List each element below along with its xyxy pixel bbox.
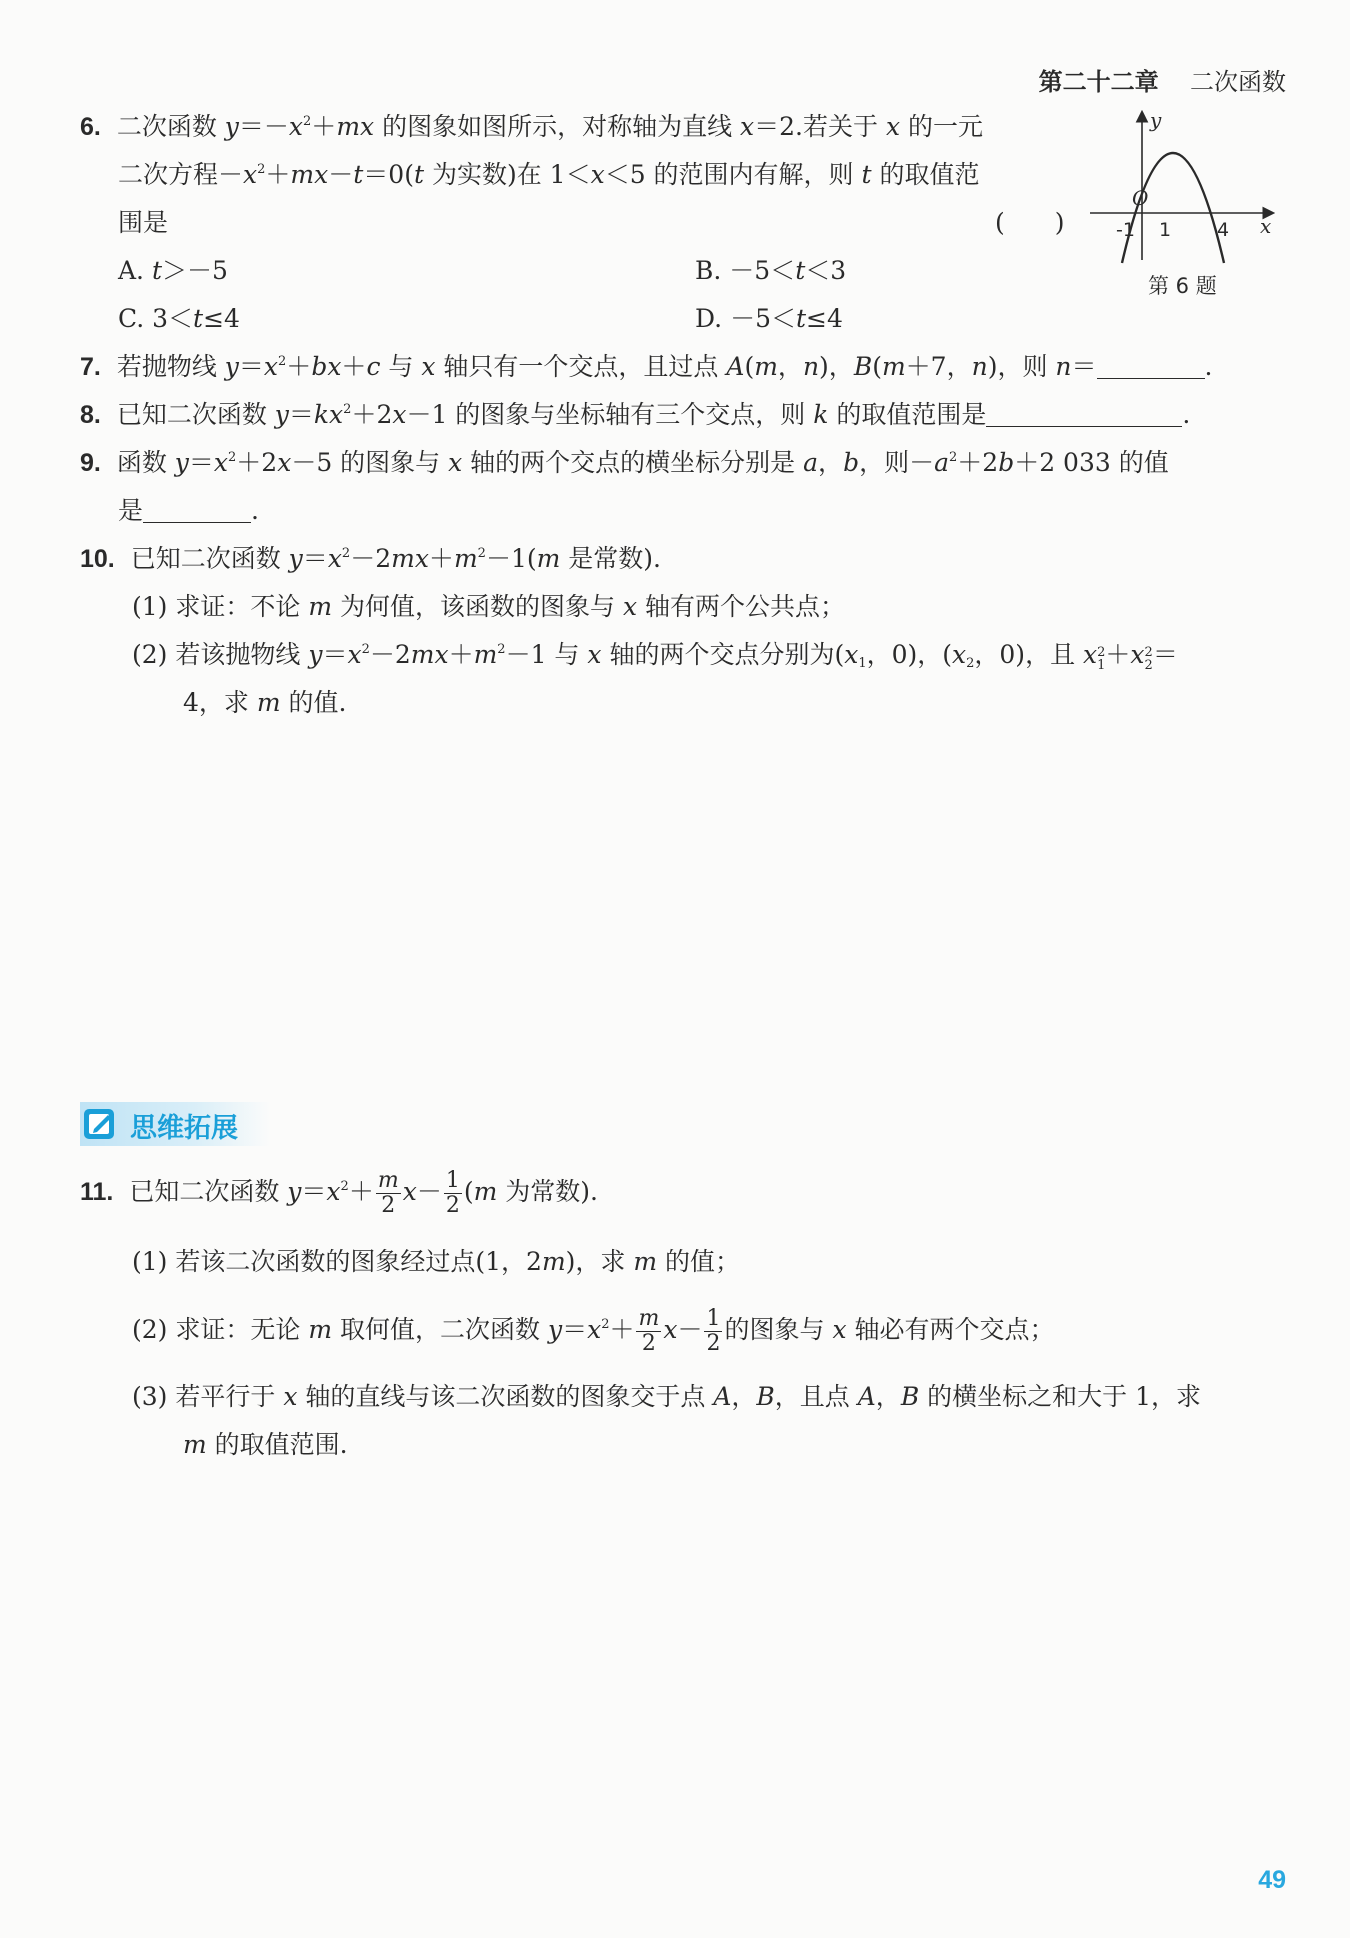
tick-4: 4 [1217, 219, 1230, 241]
q9-number: 9. [80, 449, 101, 477]
fraction-1-over-2: $\frac{1}{2}$ [706, 1306, 721, 1356]
q6-option-a[interactable]: A. t＞－5 [118, 256, 228, 285]
fraction-m-over-2: $\frac{m}{2}$ [638, 1306, 660, 1356]
figure-caption: 第 6 题 [1148, 274, 1217, 298]
section-title: 思维拓展 [130, 1113, 238, 1143]
q6-line3: 围是 [118, 208, 169, 237]
q6-line2: 二次方程$-x^2+mx-t=0(t$ 为实数)在 1＜x＜5 的范围内有解，则 t 的取值范 [118, 160, 980, 189]
q6-number: 6. [80, 113, 101, 141]
q10-line1: 10. 已知二次函数 $y=x^2-2mx+m^2-1(m$ 是常数). [80, 544, 661, 573]
q6-option-d[interactable]: D. －5＜t≤4 [695, 304, 843, 333]
q10-number: 10. [80, 545, 115, 573]
q11-part1: (1) 若该二次函数的图象经过点(1，2m)，求 m 的值； [132, 1247, 741, 1276]
q8-number: 8. [80, 401, 101, 429]
edit-icon [82, 1107, 118, 1141]
q6-option-b[interactable]: B. －5＜t＜3 [695, 256, 847, 285]
q11-part3: (3) 若平行于 x 轴的直线与该二次函数的图象交于点 A，B，且点 A，B 的横坐标之和大于 1，求 [132, 1382, 1201, 1411]
q7-number: 7. [80, 353, 101, 381]
fraction-m-over-2: $\frac{m}{2}$ [377, 1168, 399, 1218]
q8-answer-blank[interactable] [986, 398, 1182, 427]
question-8: 8. 已知二次函数 $y=kx^2+2x-1$ 的图象与坐标轴有三个交点，则 k 的取值范围是 . [80, 400, 1191, 429]
question-7: 7. 若抛物线 $y=x^2+bx+c$ 与 x 轴只有一个交点，且过点 A(m，n)，B(m＋7，n)，则 n＝ . [80, 352, 1213, 381]
q6-option-c[interactable]: C. 3＜t≤4 [118, 304, 240, 333]
chapter-number: 第二十二章 [1038, 69, 1159, 96]
q6-parabola-figure [1080, 105, 1280, 305]
chapter-header [1039, 62, 1286, 97]
tick-1: 1 [1159, 219, 1172, 241]
q10-part2: (2) 若该抛物线 $y=x^2-2mx+m^2-1$ 与 x 轴的两个交点分别为($x_1$，0)，($x_2$，0)，且 x 2 1 ＋x 2 2 ＝ [132, 640, 1178, 673]
q9-answer-blank[interactable] [143, 494, 251, 523]
section-heading [80, 1102, 270, 1146]
fraction-1-over-2: $\frac{1}{2}$ [445, 1168, 460, 1218]
q9-line1: 9. 函数 $y=x^2+2x-5$ 的图象与 x 轴的两个交点的横坐标分别是 a，b，则$-a^2+2b+2$ 033 的值 [80, 448, 1169, 477]
q6-line1: 6. 二次函数 $y=-x^2+mx$ 的图象如图所示，对称轴为直线 x＝2.若关于 x 的一元 [80, 112, 984, 141]
page-number: 49 [1258, 1866, 1286, 1894]
q11-line1: 11. 已知二次函数 $y=x^2+$ $\frac{m}{2}$ x－ $\frac{1}{2}$ (m 为常数). [80, 1168, 598, 1218]
chapter-title: 二次函数 [1190, 69, 1286, 96]
q10-part2-cont: 4，求 m 的值. [183, 688, 347, 717]
tick-minus-1: -1 [1116, 219, 1135, 241]
origin-label: O [1132, 186, 1149, 210]
q6-answer-paren: ( ) [995, 208, 1065, 237]
q11-number: 11. [80, 1178, 114, 1206]
x-axis-label: x [1260, 214, 1272, 238]
q11-part3-cont: m 的取值范围. [183, 1430, 348, 1459]
y-axis-label: y [1150, 108, 1162, 132]
q9-line2: 是 . [118, 496, 259, 525]
q7-answer-blank[interactable] [1097, 350, 1205, 379]
q11-part2: (2) 求证：无论 m 取何值，二次函数 $y=x^2+$ $\frac{m}{2}$ x－ $\frac{1}{2}$ 的图象与 x 轴必有两个交点； [132, 1306, 1055, 1356]
q10-part1: (1) 求证：不论 m 为何值，该函数的图象与 x 轴有两个公共点； [132, 592, 845, 621]
